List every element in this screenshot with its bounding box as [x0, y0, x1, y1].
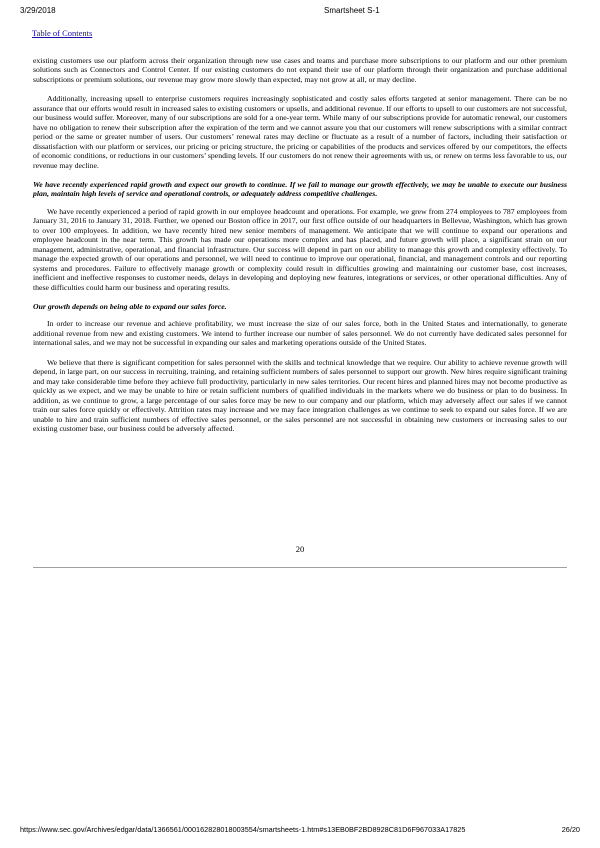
page-number: 20	[295, 544, 305, 554]
paragraph-growth: We have recently experienced a period of rapid growth in our employee headcount and operations. For example, we grew from 274 employees to 787 employees from January 31, 2016 to January 31, 2018. Further, we opened our Boston office in 2017, our first office outside of our headquarters in Bellevue, Washington, which has grown to over 100 employees. In addition, we have recently hired new senior members of management. We anticipate that we will continue to expand our operations and employee headcount in the near term. This growth has made our operations more complex and has placed, and future growth will place, a significant strain on our management, administrative, operational, and financial infrastructure. Our success will depend in part on our ability to manage this growth and complexity effectively. To manage the expected growth of our operations and personnel, we will need to continue to improve our operational, financial, and management controls and our reporting systems and procedures. Failure to effectively manage growth or complexity could result in difficulties growing and maintaining our customer base, cost increases, inefficient and ineffective responses to customer needs, delays in developing and deploying new features, integrations or services, or other operational difficulties. Any of these difficulties could harm our business and operating results.	[33, 206, 567, 292]
source-url: https://www.sec.gov/Archives/edgar/data/1366561/000162828018003554/smartsheets-1.htm#s13EB0BF2BD8928C81D6F967033A17825	[20, 825, 466, 834]
paragraph-sales-force: In order to increase our revenue and achieve profitability, we must increase the size of our sales force, both in the United States and internationally, to generate additional revenue from new and existing customers. We intend to further increase our number of sales personnel. We do not currently have dedicated sales personnel for international sales, and we may not be successful in expanding our sales and marketing operations outside of the United States.	[33, 319, 567, 348]
document-title: Smartsheet S-1	[324, 6, 380, 15]
paragraph-sales-competition: We believe that there is significant competition for sales personnel with the skills and technical knowledge that we require. Our ability to achieve revenue growth will depend, in large part, on our success in recruiting, training, and retaining sufficient numbers of sales personnel to support our growth. New hires require significant training and may take considerable time before they achieve full productivity, particularly in new sales territories. Our recent hires and planned hires may not become productive as quickly as we expect, and we may be unable to hire or retain sufficient numbers of qualified individuals in the markets where we do business or plan to do business. In addition, as we continue to grow, a large percentage of our sales force may be new to our company and our platform, which may adversely affect our sales if we cannot train our sales force quickly or effectively. Attrition rates may increase and we may face integration challenges as we continue to seek to expand our sales force. If we are unable to hire and train sufficient numbers of effective sales personnel, or the sales personnel are not successful in obtaining new customers or increasing sales to our existing customer base, our business could be adversely affected.	[33, 357, 567, 433]
paragraph-upsell: Additionally, increasing upsell to enterprise customers requires increasingly sophisticated and costly sales efforts targeted at senior management. There can be no assurance that our efforts would result in increased sales to existing customers or upsells, and additional revenue. If our efforts to upsell to our customers are not successful, our business would suffer. Moreover, many of our subscriptions are sold for a one-year term. While many of our subscriptions provide for automatic renewal, our customers have no obligation to renew their subscription after the expiration of the term and we cannot assure you that our customers will renew subscriptions with a similar contract period or the same or greater number of users. Our customers’ renewal rates may decline or fluctuate as a result of a number of factors, including their satisfaction or dissatisfaction with our platform or services, our pricing or pricing structure, the pricing or capabilities of the products and services offered by our competitors, the effects of economic conditions, or reductions in our customers’ spending levels. If our customers do not renew their agreements with us, or renew on terms less favorable to us, our revenue may decline.	[33, 94, 567, 170]
risk-heading-sales-force: Our growth depends on being able to expand our sales force.	[33, 301, 227, 311]
document-body	[33, 56, 567, 443]
print-header	[20, 6, 580, 18]
table-of-contents-link[interactable]: Table of Contents	[32, 28, 93, 38]
print-page-indicator: 26/20	[561, 825, 580, 834]
print-date: 3/29/2018	[20, 6, 56, 15]
risk-heading-growth: We have recently experienced rapid growth and expect our growth to continue. If we fail to manage our growth effectively, we may be unable to execute our business plan, maintain high levels of service and operational controls, or adequately address competitive challenges.	[33, 179, 567, 199]
page-divider	[33, 567, 567, 568]
paragraph-continued: existing customers use our platform across their organization through new use cases and teams and purchase more subscriptions to our platform and our other premium solutions such as Connectors and Control Center. If our existing customers do not expand their use of our platform through their organization and purchase additional subscriptions or premium solutions, our revenue may grow more slowly than expected, may not grow at all, or may decline.	[33, 56, 567, 84]
print-footer	[20, 825, 580, 837]
